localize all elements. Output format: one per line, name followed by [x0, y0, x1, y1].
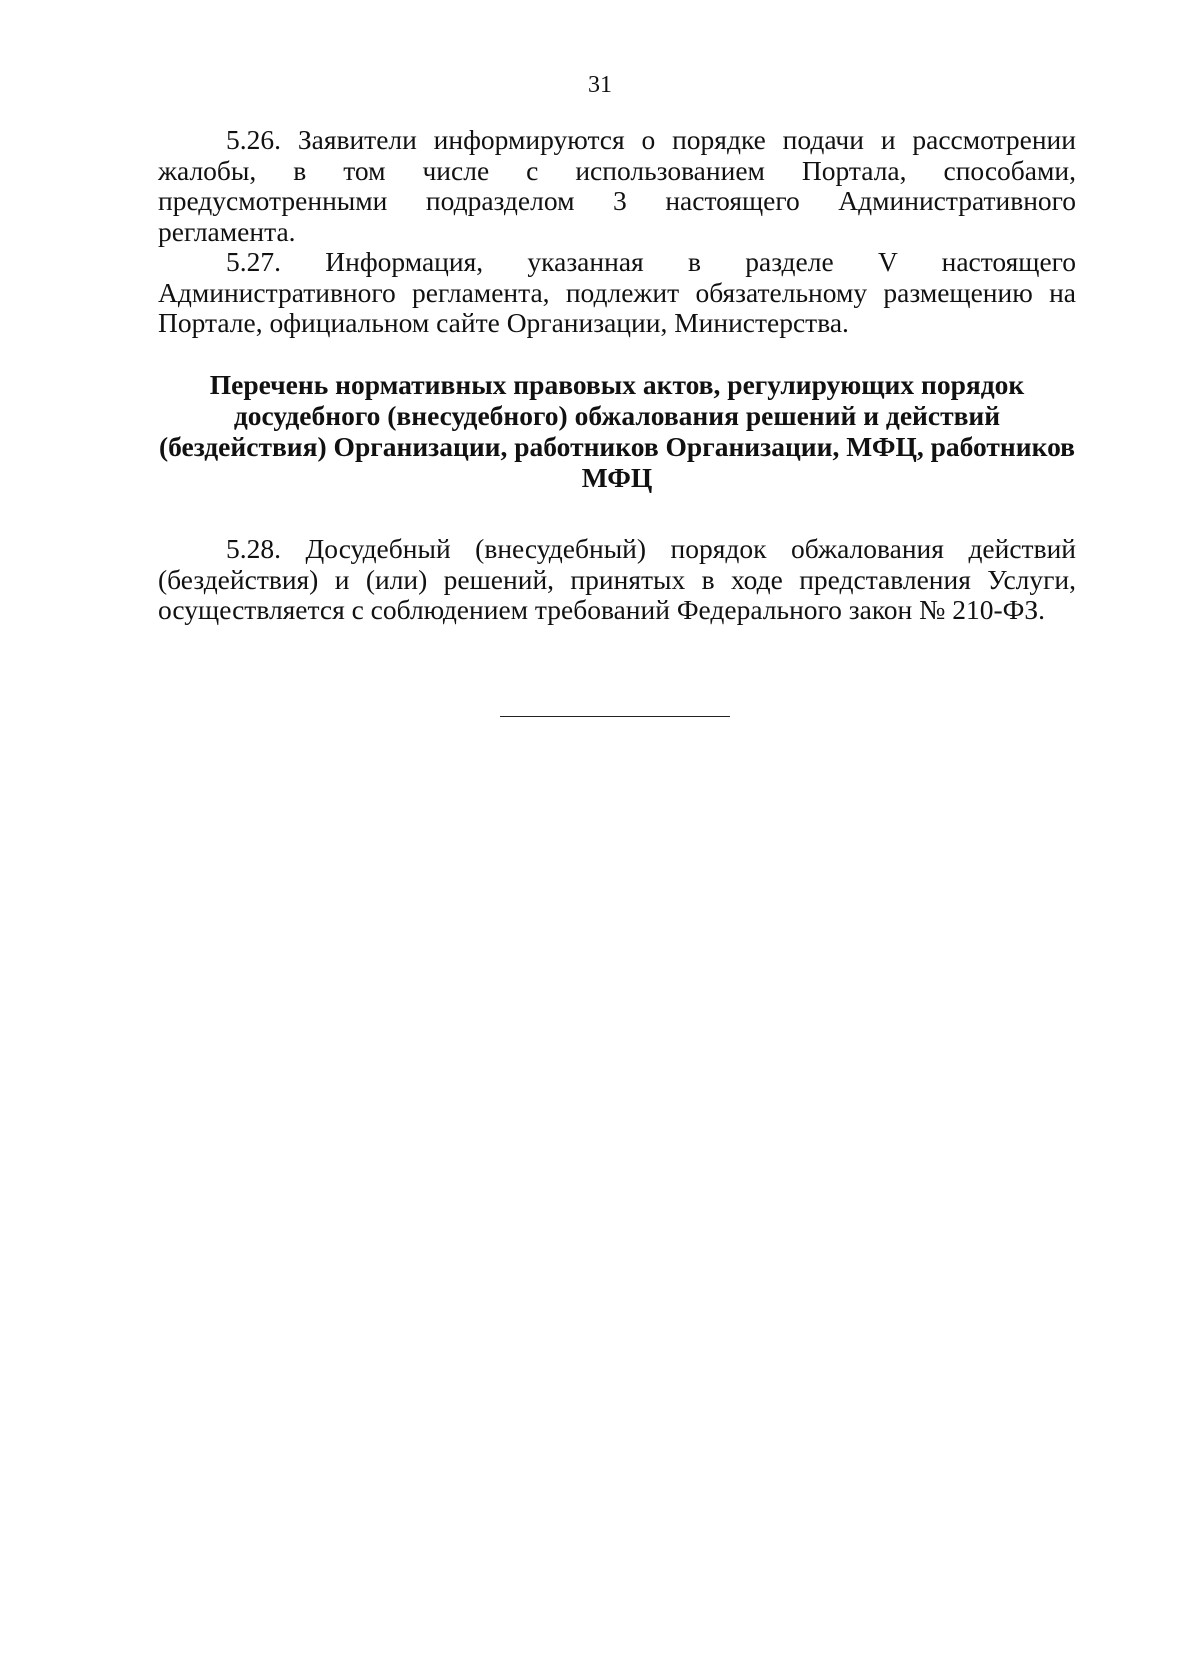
body-text-top — [158, 125, 1076, 339]
paragraph-5-28: 5.28. Досудебный (внесудебный) порядок обжалования действий (бездействия) и (или) решений, принятых в ходе представления Услуги, осуществляется с соблюдением требований Федерального закон № 210-ФЗ. — [158, 533, 1076, 625]
paragraph-5-27: 5.27. Информация, указанная в разделе V настоящего Административного регламента, подлежит обязательному размещению на Портале, официальном сайте Организации, Министерства. — [158, 246, 1076, 338]
paragraph-5-26: 5.26. Заявители информируются о порядке подачи и рассмотрении жалобы, в том числе с использованием Портала, способами, предусмотренными подразделом 3 настоящего Административного регламента. — [158, 124, 1076, 247]
page-number: 31 — [588, 72, 612, 98]
section-heading: Перечень нормативных правовых актов, регулирующих порядок досудебного (внесудебного) обжалования решений и действий (бездействия) Организации, работников Организации, МФЦ, работников МФЦ — [158, 369, 1076, 493]
end-divider — [500, 716, 730, 717]
body-text-bottom — [158, 534, 1076, 626]
